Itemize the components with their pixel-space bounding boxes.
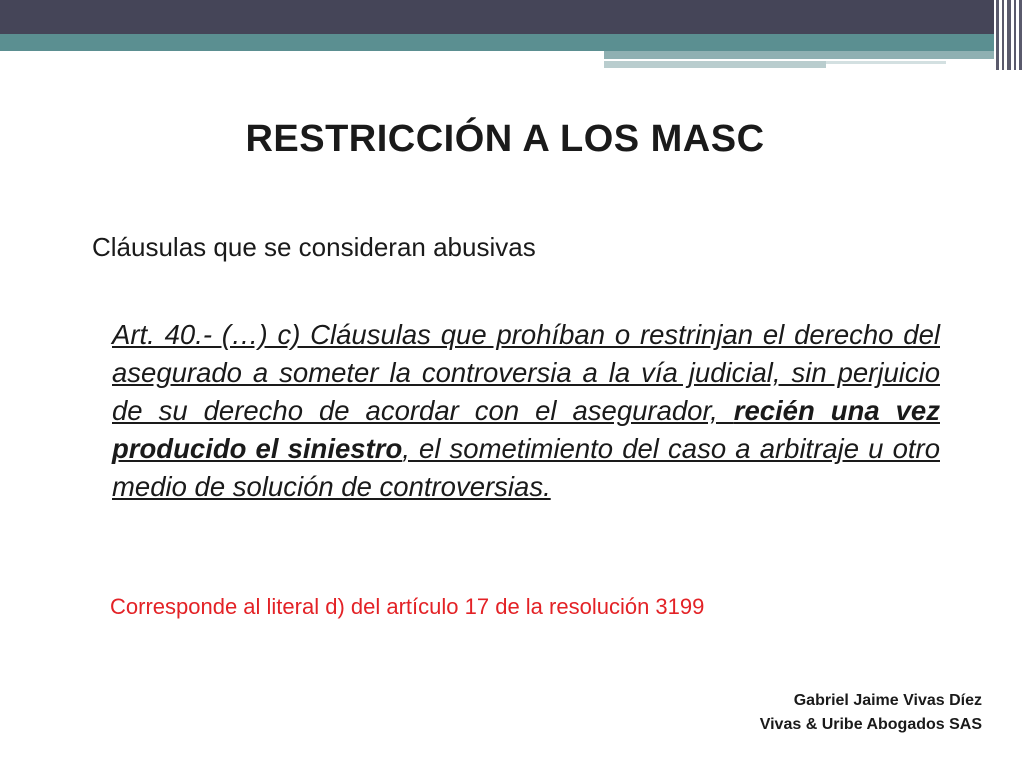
header-stripes: [994, 0, 1024, 70]
slide-title: RESTRICCIÓN A LOS MASC: [245, 118, 765, 160]
article-text-part1: Art. 40.- (…) c) Cláusulas que prohíban o restrinjan el derecho del asegurado a someter la controversia a la vía judicial, sin perjuicio de su derecho de acordar con el asegurador,: [112, 319, 940, 426]
header-accent-bar: [604, 51, 1000, 59]
article-emphasis: recién una vez producido el siniestro: [112, 395, 940, 464]
signature-firm: Vivas & Uribe Abogados SAS: [759, 716, 982, 733]
article-quote: [112, 316, 940, 506]
article-text-part2: , el sometimiento del caso a arbitraje u otro medio de solución de controversias.: [112, 433, 940, 502]
reference-note: Corresponde al literal d) del artículo 17 de la resolución 3199: [110, 594, 705, 619]
header-dark-bar: [0, 0, 1024, 34]
signature-name: Gabriel Jaime Vivas Díez: [793, 692, 982, 709]
slide-subtitle: Cláusulas que se consideran abusivas: [92, 232, 536, 262]
header-teal-bar: [0, 34, 1024, 51]
header-accent-bar-2: [604, 61, 826, 68]
header-accent-bar-3: [826, 61, 946, 64]
